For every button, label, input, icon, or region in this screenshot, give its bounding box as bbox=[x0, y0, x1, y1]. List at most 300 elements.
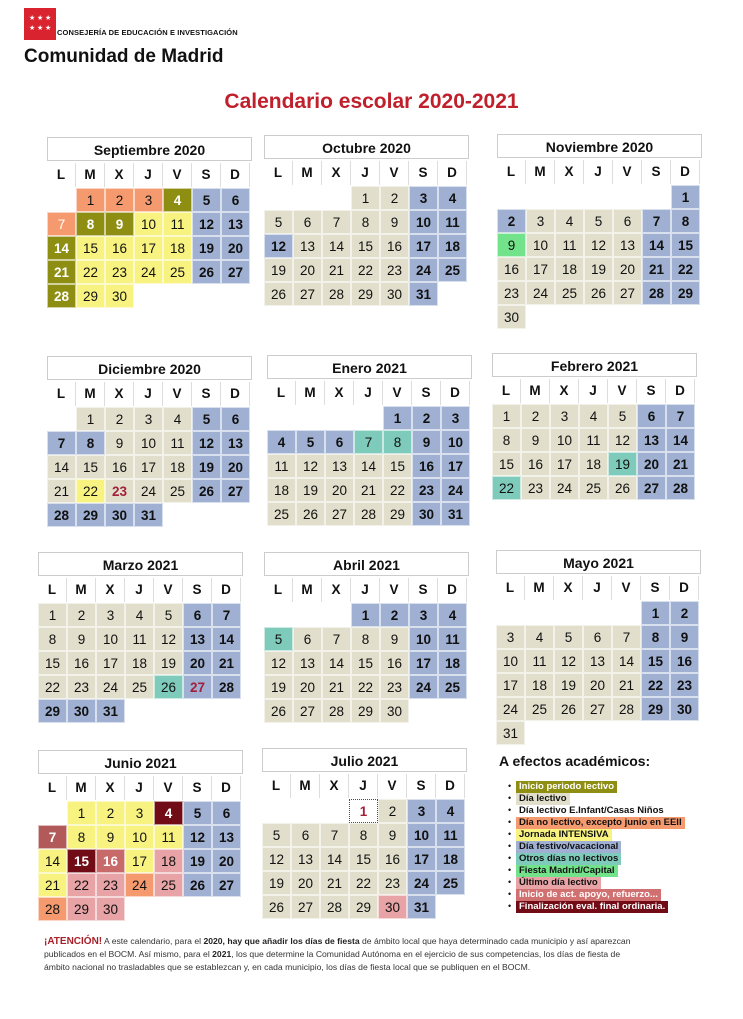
weekday-header: V bbox=[380, 161, 409, 185]
day-cell: 10 bbox=[409, 627, 438, 651]
day-cell: 29 bbox=[76, 503, 105, 527]
day-cell: 16 bbox=[105, 455, 134, 479]
day-cell: 21 bbox=[47, 479, 76, 503]
day-cell: 14 bbox=[47, 236, 76, 260]
day-cell: 15 bbox=[349, 847, 378, 871]
day-cell: 15 bbox=[38, 651, 67, 675]
day-cell: 26 bbox=[183, 873, 212, 897]
day-cell: 30 bbox=[105, 503, 134, 527]
day-cell: 7 bbox=[666, 404, 695, 428]
day-cell: 23 bbox=[67, 675, 96, 699]
day-cell: 18 bbox=[163, 236, 192, 260]
day-cell: 4 bbox=[555, 209, 584, 233]
day-cell: 24 bbox=[550, 476, 579, 500]
weekday-header: L bbox=[47, 163, 76, 187]
weekday-header: J bbox=[134, 163, 163, 187]
day-cell: 21 bbox=[666, 452, 695, 476]
day-cell: 1 bbox=[383, 406, 412, 430]
legend-item bbox=[508, 888, 685, 900]
notice-text bbox=[44, 935, 644, 974]
day-cell: 10 bbox=[407, 823, 436, 847]
day-cell: 30 bbox=[105, 284, 134, 308]
weekday-header: S bbox=[192, 382, 221, 406]
day-cell: 28 bbox=[322, 699, 351, 723]
day-cell: 17 bbox=[407, 847, 436, 871]
day-cell: 8 bbox=[671, 209, 700, 233]
weekday-header: X bbox=[320, 774, 349, 798]
day-cell: 3 bbox=[409, 603, 438, 627]
day-cell: 14 bbox=[642, 233, 671, 257]
weekday-header: V bbox=[380, 578, 409, 602]
day-cell: 15 bbox=[67, 849, 96, 873]
weekday-header: M bbox=[293, 578, 322, 602]
day-cell: 25 bbox=[525, 697, 554, 721]
day-cell: 27 bbox=[221, 260, 250, 284]
weekday-header: D bbox=[221, 382, 250, 406]
day-cell: 8 bbox=[38, 627, 67, 651]
weekday-header: X bbox=[96, 776, 125, 800]
day-cell: 2 bbox=[497, 209, 526, 233]
day-cell: 18 bbox=[525, 673, 554, 697]
day-cell: 22 bbox=[67, 873, 96, 897]
day-cell: 19 bbox=[183, 849, 212, 873]
day-cell: 29 bbox=[67, 897, 96, 921]
day-cell: 11 bbox=[436, 823, 465, 847]
day-cell: 24 bbox=[134, 260, 163, 284]
day-cell: 1 bbox=[67, 801, 96, 825]
day-cell: 2 bbox=[105, 407, 134, 431]
legend-label: Finalización eval. final ordinaria. bbox=[516, 901, 668, 913]
weekday-header: L bbox=[47, 382, 76, 406]
day-cell: 6 bbox=[291, 823, 320, 847]
day-cell: 2 bbox=[380, 186, 409, 210]
day-cell: 9 bbox=[521, 428, 550, 452]
day-cell: 25 bbox=[555, 281, 584, 305]
day-cell: 12 bbox=[584, 233, 613, 257]
weekday-header: S bbox=[637, 379, 666, 403]
day-cell: 25 bbox=[579, 476, 608, 500]
weekday-header: D bbox=[221, 163, 250, 187]
day-cell: 7 bbox=[47, 431, 76, 455]
day-cell: 9 bbox=[96, 825, 125, 849]
weekday-header: J bbox=[125, 776, 154, 800]
day-cell: 5 bbox=[584, 209, 613, 233]
day-cell: 26 bbox=[154, 675, 183, 699]
day-cell: 26 bbox=[264, 282, 293, 306]
day-cell: 25 bbox=[436, 871, 465, 895]
weekday-header: V bbox=[613, 160, 642, 184]
day-cell: 13 bbox=[293, 651, 322, 675]
day-cell: 11 bbox=[438, 210, 467, 234]
day-cell: 7 bbox=[354, 430, 383, 454]
day-cell: 1 bbox=[351, 603, 380, 627]
day-cell: 13 bbox=[221, 212, 250, 236]
month-title: Mayo 2021 bbox=[496, 550, 701, 574]
day-cell: 4 bbox=[525, 625, 554, 649]
day-cell: 21 bbox=[642, 257, 671, 281]
day-cell: 29 bbox=[351, 282, 380, 306]
day-cell: 24 bbox=[496, 697, 525, 721]
day-cell: 21 bbox=[47, 260, 76, 284]
day-cell: 11 bbox=[163, 431, 192, 455]
day-cell: 14 bbox=[666, 428, 695, 452]
day-cell: 2 bbox=[412, 406, 441, 430]
bullet-icon: • bbox=[508, 829, 512, 839]
day-cell: 17 bbox=[125, 849, 154, 873]
weekday-header: X bbox=[105, 163, 134, 187]
weekday-header: M bbox=[67, 578, 96, 602]
day-cell: 23 bbox=[670, 673, 699, 697]
day-cell: 16 bbox=[380, 651, 409, 675]
bullet-icon: • bbox=[508, 889, 512, 899]
day-cell: 19 bbox=[154, 651, 183, 675]
day-cell: 3 bbox=[407, 799, 436, 823]
month-title: Septiembre 2020 bbox=[47, 137, 252, 161]
notice-part: , los que determine la Comunidad Autónoma en el ejercicio de sus competencias, los días de fiesta de ámbito nacional no trasladables que se establezcan y, en cada municipio, los días de fiesta local que se publiquen en el BOCM. bbox=[44, 949, 621, 972]
day-cell: 16 bbox=[105, 236, 134, 260]
weekday-header: X bbox=[322, 578, 351, 602]
day-cell: 6 bbox=[293, 627, 322, 651]
weekday-header: L bbox=[264, 578, 293, 602]
day-cell: 10 bbox=[526, 233, 555, 257]
weekday-header: S bbox=[183, 776, 212, 800]
day-cell: 27 bbox=[325, 502, 354, 526]
day-cell: 1 bbox=[38, 603, 67, 627]
legend-item bbox=[508, 864, 685, 876]
day-cell: 29 bbox=[671, 281, 700, 305]
day-cell: 9 bbox=[378, 823, 407, 847]
day-cell: 19 bbox=[608, 452, 637, 476]
day-cell: 11 bbox=[525, 649, 554, 673]
day-cell: 29 bbox=[641, 697, 670, 721]
day-cell: 2 bbox=[105, 188, 134, 212]
day-cell: 9 bbox=[380, 210, 409, 234]
weekday-header: L bbox=[264, 161, 293, 185]
weekday-header: S bbox=[192, 163, 221, 187]
day-cell: 20 bbox=[583, 673, 612, 697]
day-cell: 4 bbox=[163, 188, 192, 212]
day-cell: 27 bbox=[221, 479, 250, 503]
day-cell: 23 bbox=[105, 479, 134, 503]
day-cell: 8 bbox=[76, 212, 105, 236]
day-cell: 24 bbox=[407, 871, 436, 895]
day-cell: 18 bbox=[267, 478, 296, 502]
legend-title: A efectos académicos: bbox=[499, 753, 651, 769]
legend-item bbox=[508, 804, 685, 816]
day-cell: 26 bbox=[296, 502, 325, 526]
day-cell: 15 bbox=[351, 651, 380, 675]
notice-attention: ¡ATENCIÓN! bbox=[44, 936, 103, 947]
day-cell: 7 bbox=[212, 603, 241, 627]
day-cell: 6 bbox=[325, 430, 354, 454]
day-cell: 5 bbox=[192, 188, 221, 212]
day-cell: 20 bbox=[613, 257, 642, 281]
day-cell: 7 bbox=[322, 210, 351, 234]
weekday-header: J bbox=[584, 160, 613, 184]
day-cell: 6 bbox=[221, 188, 250, 212]
day-cell: 30 bbox=[412, 502, 441, 526]
legend-label: Último día lectivo bbox=[516, 877, 601, 889]
day-cell: 27 bbox=[293, 699, 322, 723]
day-cell: 3 bbox=[526, 209, 555, 233]
weekday-header: X bbox=[325, 381, 354, 405]
day-cell: 25 bbox=[267, 502, 296, 526]
day-cell: 29 bbox=[349, 895, 378, 919]
day-cell: 16 bbox=[380, 234, 409, 258]
day-cell: 17 bbox=[441, 454, 470, 478]
day-cell: 27 bbox=[637, 476, 666, 500]
day-cell: 5 bbox=[608, 404, 637, 428]
bullet-icon: • bbox=[508, 853, 512, 863]
day-cell: 13 bbox=[221, 431, 250, 455]
day-cell: 9 bbox=[67, 627, 96, 651]
legend-item bbox=[508, 780, 685, 792]
weekday-header: D bbox=[212, 578, 241, 602]
bullet-icon: • bbox=[508, 817, 512, 827]
day-cell: 7 bbox=[47, 212, 76, 236]
day-cell: 30 bbox=[380, 282, 409, 306]
notice-bold: 2021 bbox=[212, 949, 232, 959]
legend-label: Día festivo/vacacional bbox=[516, 841, 621, 853]
legend-label: Inicio de act. apoyo, refuerzo... bbox=[516, 889, 661, 901]
day-cell: 1 bbox=[349, 799, 378, 823]
day-cell: 11 bbox=[163, 212, 192, 236]
weekday-header: J bbox=[579, 379, 608, 403]
day-cell: 4 bbox=[163, 407, 192, 431]
weekday-header: M bbox=[525, 576, 554, 600]
day-cell: 12 bbox=[192, 431, 221, 455]
day-cell: 30 bbox=[380, 699, 409, 723]
day-cell: 1 bbox=[641, 601, 670, 625]
day-cell: 5 bbox=[264, 627, 293, 651]
day-cell: 6 bbox=[637, 404, 666, 428]
month-title: Diciembre 2020 bbox=[47, 356, 252, 380]
notice-part: de ámbito local que haya determinado cada municipio y así aparezcan publicados en el BOCM. Así mismo, para el bbox=[44, 936, 631, 959]
day-cell: 3 bbox=[409, 186, 438, 210]
day-cell: 18 bbox=[436, 847, 465, 871]
day-cell: 20 bbox=[637, 452, 666, 476]
day-cell: 15 bbox=[76, 236, 105, 260]
bullet-icon: • bbox=[508, 865, 512, 875]
day-cell: 19 bbox=[192, 236, 221, 260]
day-cell: 28 bbox=[612, 697, 641, 721]
weekday-header: X bbox=[96, 578, 125, 602]
day-cell: 21 bbox=[38, 873, 67, 897]
day-cell: 16 bbox=[670, 649, 699, 673]
day-cell: 26 bbox=[192, 260, 221, 284]
bullet-icon: • bbox=[508, 805, 512, 815]
day-cell: 28 bbox=[38, 897, 67, 921]
legend-item bbox=[508, 828, 685, 840]
day-cell: 2 bbox=[380, 603, 409, 627]
day-cell: 23 bbox=[412, 478, 441, 502]
day-cell: 13 bbox=[293, 234, 322, 258]
day-cell: 3 bbox=[550, 404, 579, 428]
day-cell: 8 bbox=[492, 428, 521, 452]
day-cell: 8 bbox=[351, 210, 380, 234]
day-cell: 5 bbox=[192, 407, 221, 431]
day-cell: 6 bbox=[293, 210, 322, 234]
weekday-header: J bbox=[349, 774, 378, 798]
day-cell: 24 bbox=[409, 675, 438, 699]
day-cell: 25 bbox=[125, 675, 154, 699]
day-cell: 18 bbox=[555, 257, 584, 281]
weekday-header: J bbox=[583, 576, 612, 600]
legend-item bbox=[508, 852, 685, 864]
day-cell: 5 bbox=[262, 823, 291, 847]
day-cell: 10 bbox=[96, 627, 125, 651]
day-cell: 18 bbox=[163, 455, 192, 479]
day-cell: 29 bbox=[351, 699, 380, 723]
weekday-header: V bbox=[383, 381, 412, 405]
day-cell: 10 bbox=[550, 428, 579, 452]
day-cell: 5 bbox=[264, 210, 293, 234]
day-cell: 23 bbox=[378, 871, 407, 895]
day-cell: 12 bbox=[296, 454, 325, 478]
day-cell: 9 bbox=[380, 627, 409, 651]
day-cell: 18 bbox=[438, 234, 467, 258]
day-cell: 25 bbox=[163, 479, 192, 503]
day-cell: 8 bbox=[349, 823, 378, 847]
day-cell: 31 bbox=[407, 895, 436, 919]
day-cell: 2 bbox=[670, 601, 699, 625]
weekday-header: J bbox=[351, 161, 380, 185]
day-cell: 20 bbox=[291, 871, 320, 895]
day-cell: 16 bbox=[378, 847, 407, 871]
day-cell: 27 bbox=[183, 675, 212, 699]
day-cell: 21 bbox=[322, 675, 351, 699]
day-cell: 20 bbox=[183, 651, 212, 675]
day-cell: 9 bbox=[670, 625, 699, 649]
weekday-header: M bbox=[296, 381, 325, 405]
day-cell: 25 bbox=[438, 675, 467, 699]
day-cell: 14 bbox=[322, 234, 351, 258]
day-cell: 5 bbox=[296, 430, 325, 454]
notice-bold: 2020, hay que añadir los días de fiesta bbox=[203, 936, 360, 946]
day-cell: 31 bbox=[96, 699, 125, 723]
day-cell: 22 bbox=[492, 476, 521, 500]
day-cell: 24 bbox=[409, 258, 438, 282]
day-cell: 18 bbox=[125, 651, 154, 675]
day-cell: 8 bbox=[351, 627, 380, 651]
day-cell: 19 bbox=[296, 478, 325, 502]
weekday-header: D bbox=[670, 576, 699, 600]
day-cell: 7 bbox=[320, 823, 349, 847]
day-cell: 17 bbox=[550, 452, 579, 476]
day-cell: 13 bbox=[637, 428, 666, 452]
day-cell: 5 bbox=[554, 625, 583, 649]
legend-item bbox=[508, 792, 685, 804]
day-cell: 17 bbox=[409, 651, 438, 675]
weekday-header: M bbox=[526, 160, 555, 184]
day-cell: 21 bbox=[322, 258, 351, 282]
day-cell: 30 bbox=[497, 305, 526, 329]
page-title: Calendario escolar 2020-2021 bbox=[224, 90, 519, 113]
legend-label: Inicio periodo lectivo bbox=[516, 781, 617, 793]
day-cell: 28 bbox=[47, 503, 76, 527]
day-cell: 21 bbox=[612, 673, 641, 697]
day-cell: 14 bbox=[47, 455, 76, 479]
day-cell: 19 bbox=[192, 455, 221, 479]
day-cell: 14 bbox=[320, 847, 349, 871]
weekday-header: M bbox=[521, 379, 550, 403]
day-cell: 9 bbox=[105, 212, 134, 236]
bullet-icon: • bbox=[508, 781, 512, 791]
day-cell: 27 bbox=[212, 873, 241, 897]
weekday-header: V bbox=[154, 776, 183, 800]
day-cell: 22 bbox=[641, 673, 670, 697]
day-cell: 4 bbox=[579, 404, 608, 428]
day-cell: 2 bbox=[96, 801, 125, 825]
day-cell: 30 bbox=[670, 697, 699, 721]
day-cell: 12 bbox=[608, 428, 637, 452]
weekday-header: L bbox=[38, 776, 67, 800]
weekday-header: D bbox=[671, 160, 700, 184]
day-cell: 31 bbox=[134, 503, 163, 527]
day-cell: 3 bbox=[496, 625, 525, 649]
day-cell: 22 bbox=[671, 257, 700, 281]
weekday-header: V bbox=[163, 163, 192, 187]
day-cell: 6 bbox=[212, 801, 241, 825]
weekday-header: S bbox=[183, 578, 212, 602]
day-cell: 9 bbox=[412, 430, 441, 454]
day-cell: 13 bbox=[613, 233, 642, 257]
day-cell: 25 bbox=[438, 258, 467, 282]
weekday-header: L bbox=[267, 381, 296, 405]
day-cell: 22 bbox=[351, 675, 380, 699]
day-cell: 4 bbox=[125, 603, 154, 627]
day-cell: 18 bbox=[579, 452, 608, 476]
day-cell: 10 bbox=[125, 825, 154, 849]
day-cell: 19 bbox=[264, 675, 293, 699]
day-cell: 11 bbox=[125, 627, 154, 651]
day-cell: 17 bbox=[134, 455, 163, 479]
day-cell: 8 bbox=[641, 625, 670, 649]
weekday-header: X bbox=[105, 382, 134, 406]
day-cell: 20 bbox=[212, 849, 241, 873]
day-cell: 23 bbox=[105, 260, 134, 284]
weekday-header: S bbox=[642, 160, 671, 184]
weekday-header: L bbox=[492, 379, 521, 403]
day-cell: 10 bbox=[496, 649, 525, 673]
day-cell: 11 bbox=[154, 825, 183, 849]
month-title: Noviembre 2020 bbox=[497, 134, 702, 158]
day-cell: 24 bbox=[125, 873, 154, 897]
day-cell: 25 bbox=[163, 260, 192, 284]
day-cell: 13 bbox=[325, 454, 354, 478]
month-title: Marzo 2021 bbox=[38, 552, 243, 576]
day-cell: 3 bbox=[134, 188, 163, 212]
day-cell: 17 bbox=[134, 236, 163, 260]
day-cell: 11 bbox=[438, 627, 467, 651]
day-cell: 2 bbox=[521, 404, 550, 428]
weekday-header: M bbox=[291, 774, 320, 798]
day-cell: 1 bbox=[351, 186, 380, 210]
weekday-header: X bbox=[550, 379, 579, 403]
weekday-header: D bbox=[666, 379, 695, 403]
day-cell: 12 bbox=[264, 651, 293, 675]
day-cell: 26 bbox=[608, 476, 637, 500]
weekday-header: D bbox=[441, 381, 470, 405]
day-cell: 15 bbox=[492, 452, 521, 476]
weekday-header: M bbox=[293, 161, 322, 185]
day-cell: 31 bbox=[441, 502, 470, 526]
day-cell: 2 bbox=[67, 603, 96, 627]
weekday-header: V bbox=[378, 774, 407, 798]
day-cell: 5 bbox=[154, 603, 183, 627]
department-name: CONSEJERÍA DE EDUCACIÓN E INVESTIGACIÓN bbox=[57, 28, 238, 37]
day-cell: 21 bbox=[212, 651, 241, 675]
